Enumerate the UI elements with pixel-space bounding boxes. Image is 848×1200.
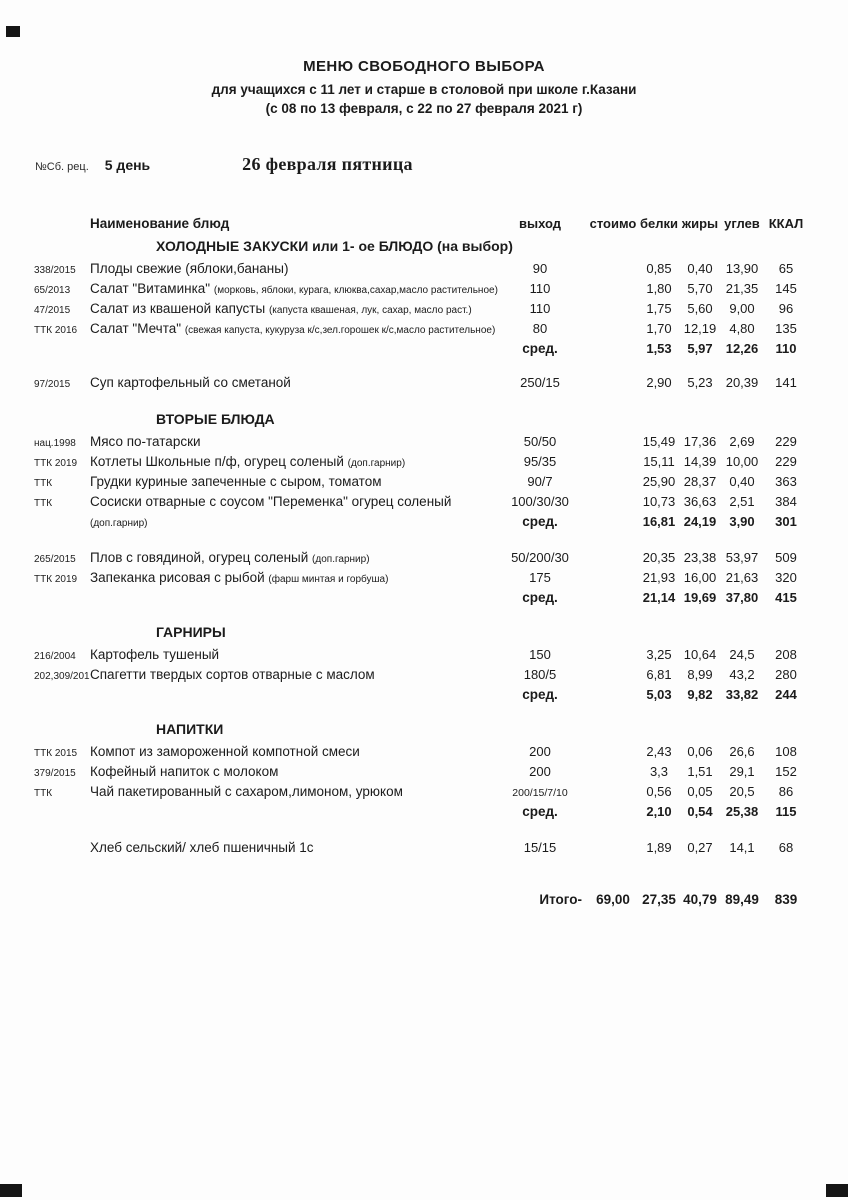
carbs-value: 13,90 xyxy=(725,261,759,276)
fat-average: 24,19 xyxy=(683,514,717,529)
recipe-number: 379/2015 xyxy=(34,768,76,779)
fat-value: 17,36 xyxy=(683,434,717,449)
kcal-average: 115 xyxy=(775,804,797,819)
fat-value: 28,37 xyxy=(683,474,717,489)
kcal-value: 229 xyxy=(775,454,797,469)
protein-value: 15,11 xyxy=(643,454,675,469)
menu-item-row xyxy=(0,569,848,589)
menu-item-row xyxy=(0,280,848,300)
document-subtitle: для учащихся с 11 лет и старше в столовой при школе г.Казани xyxy=(211,82,637,97)
kcal-value: 86 xyxy=(778,784,794,799)
portion-size: 250/15 xyxy=(520,375,560,390)
dish-ingredients-note: (доп.гарнир) xyxy=(312,554,370,565)
protein-value: 15,49 xyxy=(642,434,676,449)
portion-size: 110 xyxy=(529,301,551,316)
fat-value: 1,51 xyxy=(687,764,713,779)
carbs-value: 53,97 xyxy=(725,550,759,565)
menu-item-row xyxy=(0,320,848,340)
fat-value: 8,99 xyxy=(687,667,713,682)
recipe-number: ТТК xyxy=(34,498,53,509)
kcal-value: 145 xyxy=(775,281,797,296)
kcal-value: 68 xyxy=(778,840,794,855)
kcal-value: 384 xyxy=(775,494,797,509)
recipe-number: нац.1998 xyxy=(34,438,76,449)
dish-ingredients-note: (фарш минтая и горбуша) xyxy=(268,574,389,585)
column-header-kcal: ККАЛ xyxy=(768,216,804,231)
menu-section-row xyxy=(0,716,848,743)
protein-value: 1,80 xyxy=(646,281,672,296)
carbs-average: 25,38 xyxy=(725,804,759,819)
dish-name: Сосиски отварные с соусом "Переменка" огурец соленый xyxy=(90,494,452,509)
kcal-value: 135 xyxy=(775,321,797,336)
dish-name: Салат "Витаминка" xyxy=(90,281,211,296)
fat-value: 10,64 xyxy=(683,647,717,662)
kcal-value: 320 xyxy=(775,570,797,585)
kcal-value: 280 xyxy=(775,667,797,682)
average-label: сред. xyxy=(522,514,558,529)
recipe-number: ТТК xyxy=(34,788,53,799)
portion-size: 90/7 xyxy=(527,474,553,489)
date-label: 26 февраля пятница xyxy=(242,154,413,174)
row-spacer xyxy=(0,821,848,839)
protein-value: 1,75 xyxy=(646,301,672,316)
column-header-name: Наименование блюд xyxy=(90,216,230,231)
dish-name: Плоды свежие (яблоки,бананы) xyxy=(90,261,289,276)
menu-table xyxy=(0,215,848,911)
row-spacer xyxy=(0,394,848,406)
section-heading: ВТОРЫЕ БЛЮДА xyxy=(156,411,275,427)
dish-ingredients-note: (доп.гарнир) xyxy=(347,458,406,469)
portion-size: 50/200/30 xyxy=(511,550,569,565)
recipe-number: ТТК xyxy=(34,478,53,489)
row-spacer xyxy=(0,533,848,549)
dish-name: Кофейный напиток с молоком xyxy=(90,764,279,779)
fat-value: 36,63 xyxy=(683,494,717,509)
day-number-label: 5 день xyxy=(104,157,151,173)
kcal-value: 152 xyxy=(775,764,797,779)
carbs-value: 0,40 xyxy=(729,474,755,489)
carbs-value: 10,00 xyxy=(725,454,759,469)
carbs-value: 26,6 xyxy=(729,744,755,759)
recipe-number: ТТК 2015 xyxy=(34,748,78,759)
document-date-range: (с 08 по 13 февраля, с 22 по 27 февраля 2021 г) xyxy=(265,101,583,116)
menu-item-row xyxy=(0,433,848,453)
carbs-value: 43,2 xyxy=(729,667,755,682)
protein-value: 3,3 xyxy=(649,764,669,779)
protein-average: 16,81 xyxy=(642,514,676,529)
row-spacer xyxy=(0,859,848,891)
recipe-number: 97/2015 xyxy=(34,379,71,390)
section-heading: ХОЛОДНЫЕ ЗАКУСКИ или 1- ое БЛЮДО (на выбор) xyxy=(156,238,513,254)
protein-value: 3,25 xyxy=(646,647,672,662)
dish-name: Салат из квашеной капусты xyxy=(90,301,266,316)
dish-name: Суп картофельный со сметаной xyxy=(90,375,291,390)
protein-value: 21,93 xyxy=(642,570,676,585)
column-header-out: выход xyxy=(518,216,562,231)
protein-value: 0,85 xyxy=(646,261,672,276)
table-body xyxy=(0,233,848,911)
portion-size: 175 xyxy=(529,570,551,585)
dish-ingredients-note: (морковь, яблоки, курага, клюква,сахар,масло растительное) xyxy=(213,285,498,296)
menu-item-row xyxy=(0,783,848,803)
protein-value: 2,43 xyxy=(646,744,672,759)
fat-value: 0,05 xyxy=(687,784,713,799)
column-header-fat: жиры xyxy=(681,216,719,231)
carbs-value: 20,39 xyxy=(725,375,759,390)
total-cost: 69,00 xyxy=(596,892,630,907)
kcal-value: 141 xyxy=(775,375,797,390)
recipe-number: 65/2013 xyxy=(34,285,71,296)
menu-section-row xyxy=(0,406,848,433)
menu-item-row xyxy=(0,839,848,859)
total-carbs: 89,49 xyxy=(725,892,759,907)
average-row xyxy=(0,513,848,533)
portion-size: 200/15/7/10 xyxy=(512,787,568,799)
portion-size: 150 xyxy=(529,647,551,662)
recipe-number: ТТК 2019 xyxy=(34,458,78,469)
carbs-average: 3,90 xyxy=(729,514,755,529)
kcal-average: 415 xyxy=(775,590,797,605)
carbs-value: 21,63 xyxy=(725,570,759,585)
portion-size: 90 xyxy=(532,261,548,276)
fat-value: 5,60 xyxy=(687,301,713,316)
kcal-value: 96 xyxy=(778,301,794,316)
fat-value: 12,19 xyxy=(683,321,717,336)
fat-average: 5,97 xyxy=(687,341,713,356)
menu-item-row xyxy=(0,763,848,783)
menu-item-row xyxy=(0,493,848,513)
column-header-carbs: углев xyxy=(724,216,760,231)
kcal-value: 108 xyxy=(775,744,797,759)
protein-average: 5,03 xyxy=(646,687,672,702)
carbs-value: 2,69 xyxy=(729,434,755,449)
dish-name: Мясо по-татарски xyxy=(90,434,201,449)
fat-average: 9,82 xyxy=(687,687,713,702)
portion-size: 200 xyxy=(529,764,551,779)
menu-item-row xyxy=(0,374,848,394)
total-fat: 40,79 xyxy=(683,892,717,907)
dish-name: Запеканка рисовая с рыбой xyxy=(90,570,265,585)
carbs-average: 37,80 xyxy=(725,590,759,605)
average-row xyxy=(0,686,848,704)
scan-mark-bottom-right xyxy=(826,1184,848,1197)
average-row xyxy=(0,589,848,607)
fat-value: 5,23 xyxy=(687,375,713,390)
kcal-value: 208 xyxy=(775,647,797,662)
dish-name: Плов с говядиной, огурец соленый xyxy=(90,550,309,565)
carbs-value: 29,1 xyxy=(729,764,755,779)
portion-size: 110 xyxy=(529,281,551,296)
fat-value: 16,00 xyxy=(683,570,717,585)
recipe-number: ТТК 2019 xyxy=(34,574,78,585)
kcal-value: 65 xyxy=(778,261,794,276)
fat-value: 0,06 xyxy=(687,744,713,759)
average-label: сред. xyxy=(522,687,558,702)
portion-size: 200 xyxy=(529,744,551,759)
portion-size: 80 xyxy=(532,321,548,336)
protein-average: 1,53 xyxy=(646,341,672,356)
total-label: Итого- xyxy=(539,892,582,907)
recipe-number: 47/2015 xyxy=(34,305,71,316)
kcal-value: 509 xyxy=(775,550,797,565)
fat-value: 14,39 xyxy=(683,454,717,469)
scan-mark-top-left xyxy=(6,26,20,37)
menu-item-row xyxy=(0,453,848,473)
protein-value: 20,35 xyxy=(642,550,676,565)
carbs-average: 33,82 xyxy=(725,687,759,702)
dish-name: Грудки куриные запеченные с сыром, томатом xyxy=(90,474,382,489)
recipe-number: 202,309/201 xyxy=(34,671,90,682)
portion-size: 95/35 xyxy=(523,454,557,469)
recipe-number: 265/2015 xyxy=(34,554,76,565)
menu-item-row xyxy=(0,473,848,493)
kcal-value: 363 xyxy=(775,474,797,489)
section-heading: НАПИТКИ xyxy=(156,721,224,737)
recipe-number: 338/2015 xyxy=(34,265,76,276)
average-row xyxy=(0,803,848,821)
recipe-number: ТТК 2016 xyxy=(34,325,78,336)
average-label: сред. xyxy=(522,804,558,819)
protein-average: 21,14 xyxy=(642,590,676,605)
kcal-average: 301 xyxy=(775,514,797,529)
kcal-value: 229 xyxy=(775,434,797,449)
protein-value: 1,89 xyxy=(646,840,672,855)
fat-value: 23,38 xyxy=(683,550,717,565)
fat-value: 0,40 xyxy=(687,261,713,276)
dish-name: Чай пакетированный с сахаром,лимоном, урюком xyxy=(90,784,403,799)
dish-ingredients-note: (доп.гарнир) xyxy=(90,518,148,529)
column-header-protein: белки xyxy=(639,216,679,231)
carbs-value: 24,5 xyxy=(729,647,755,662)
document-title: МЕНЮ СВОБОДНОГО ВЫБОРА xyxy=(303,58,545,75)
kcal-average: 244 xyxy=(775,687,797,702)
portion-size: 15/15 xyxy=(523,840,557,855)
protein-value: 1,70 xyxy=(646,321,672,336)
protein-average: 2,10 xyxy=(646,804,672,819)
total-kcal: 839 xyxy=(774,892,798,907)
average-label: сред. xyxy=(522,341,558,356)
dish-name: Котлеты Школьные п/ф, огурец соленый xyxy=(90,454,344,469)
protein-value: 6,81 xyxy=(646,667,672,682)
fat-average: 0,54 xyxy=(687,804,713,819)
average-row xyxy=(0,340,848,358)
protein-value: 2,90 xyxy=(646,375,672,390)
carbs-value: 20,5 xyxy=(729,784,755,799)
fat-value: 0,27 xyxy=(687,840,713,855)
menu-item-row xyxy=(0,300,848,320)
section-heading: ГАРНИРЫ xyxy=(156,624,226,640)
dish-name: Картофель тушеный xyxy=(90,647,220,662)
fat-average: 19,69 xyxy=(683,590,717,605)
dish-name: Спагетти твердых сортов отварные с маслом xyxy=(90,667,375,682)
carbs-value: 14,1 xyxy=(729,840,755,855)
fat-value: 5,70 xyxy=(687,281,713,296)
scan-mark-bottom-left xyxy=(0,1184,22,1197)
carbs-value: 21,35 xyxy=(725,281,759,296)
carbs-value: 9,00 xyxy=(729,301,755,316)
protein-value: 25,90 xyxy=(642,474,676,489)
menu-item-row xyxy=(0,666,848,686)
menu-item-row xyxy=(0,260,848,280)
menu-section-row xyxy=(0,233,848,260)
dish-name: Компот из замороженной компотной смеси xyxy=(90,744,360,759)
portion-size: 180/5 xyxy=(523,667,557,682)
dish-name: Салат "Мечта" xyxy=(90,321,182,336)
dish-name: Хлеб сельский/ хлеб пшеничный 1с xyxy=(90,840,314,855)
carbs-value: 2,51 xyxy=(729,494,755,509)
dish-ingredients-note: (свежая капуста, кукуруза к/с,зел.горошек к/с,масло растительное) xyxy=(184,325,496,336)
menu-section-row xyxy=(0,619,848,646)
portion-size: 100/30/30 xyxy=(511,494,569,509)
total-protein: 27,35 xyxy=(642,892,676,907)
row-spacer xyxy=(0,704,848,716)
kcal-average: 110 xyxy=(775,341,797,356)
row-spacer xyxy=(0,358,848,374)
menu-item-row xyxy=(0,743,848,763)
protein-value: 0,56 xyxy=(646,784,672,799)
menu-item-row xyxy=(0,646,848,666)
row-spacer xyxy=(0,607,848,619)
column-header-cost: стоимо xyxy=(589,216,637,231)
recipe-book-label: №Сб. рец. xyxy=(35,161,89,173)
document-header xyxy=(0,0,848,116)
table-header-row xyxy=(0,215,848,233)
protein-value: 10,73 xyxy=(642,494,676,509)
recipe-number: 216/2004 xyxy=(34,651,76,662)
average-label: сред. xyxy=(522,590,558,605)
meta-row xyxy=(0,154,848,175)
total-row xyxy=(0,891,848,911)
carbs-average: 12,26 xyxy=(725,341,759,356)
menu-item-row xyxy=(0,549,848,569)
dish-ingredients-note: (капуста квашеная, лук, сахар, масло раст.) xyxy=(268,305,472,316)
carbs-value: 4,80 xyxy=(729,321,755,336)
portion-size: 50/50 xyxy=(523,434,557,449)
